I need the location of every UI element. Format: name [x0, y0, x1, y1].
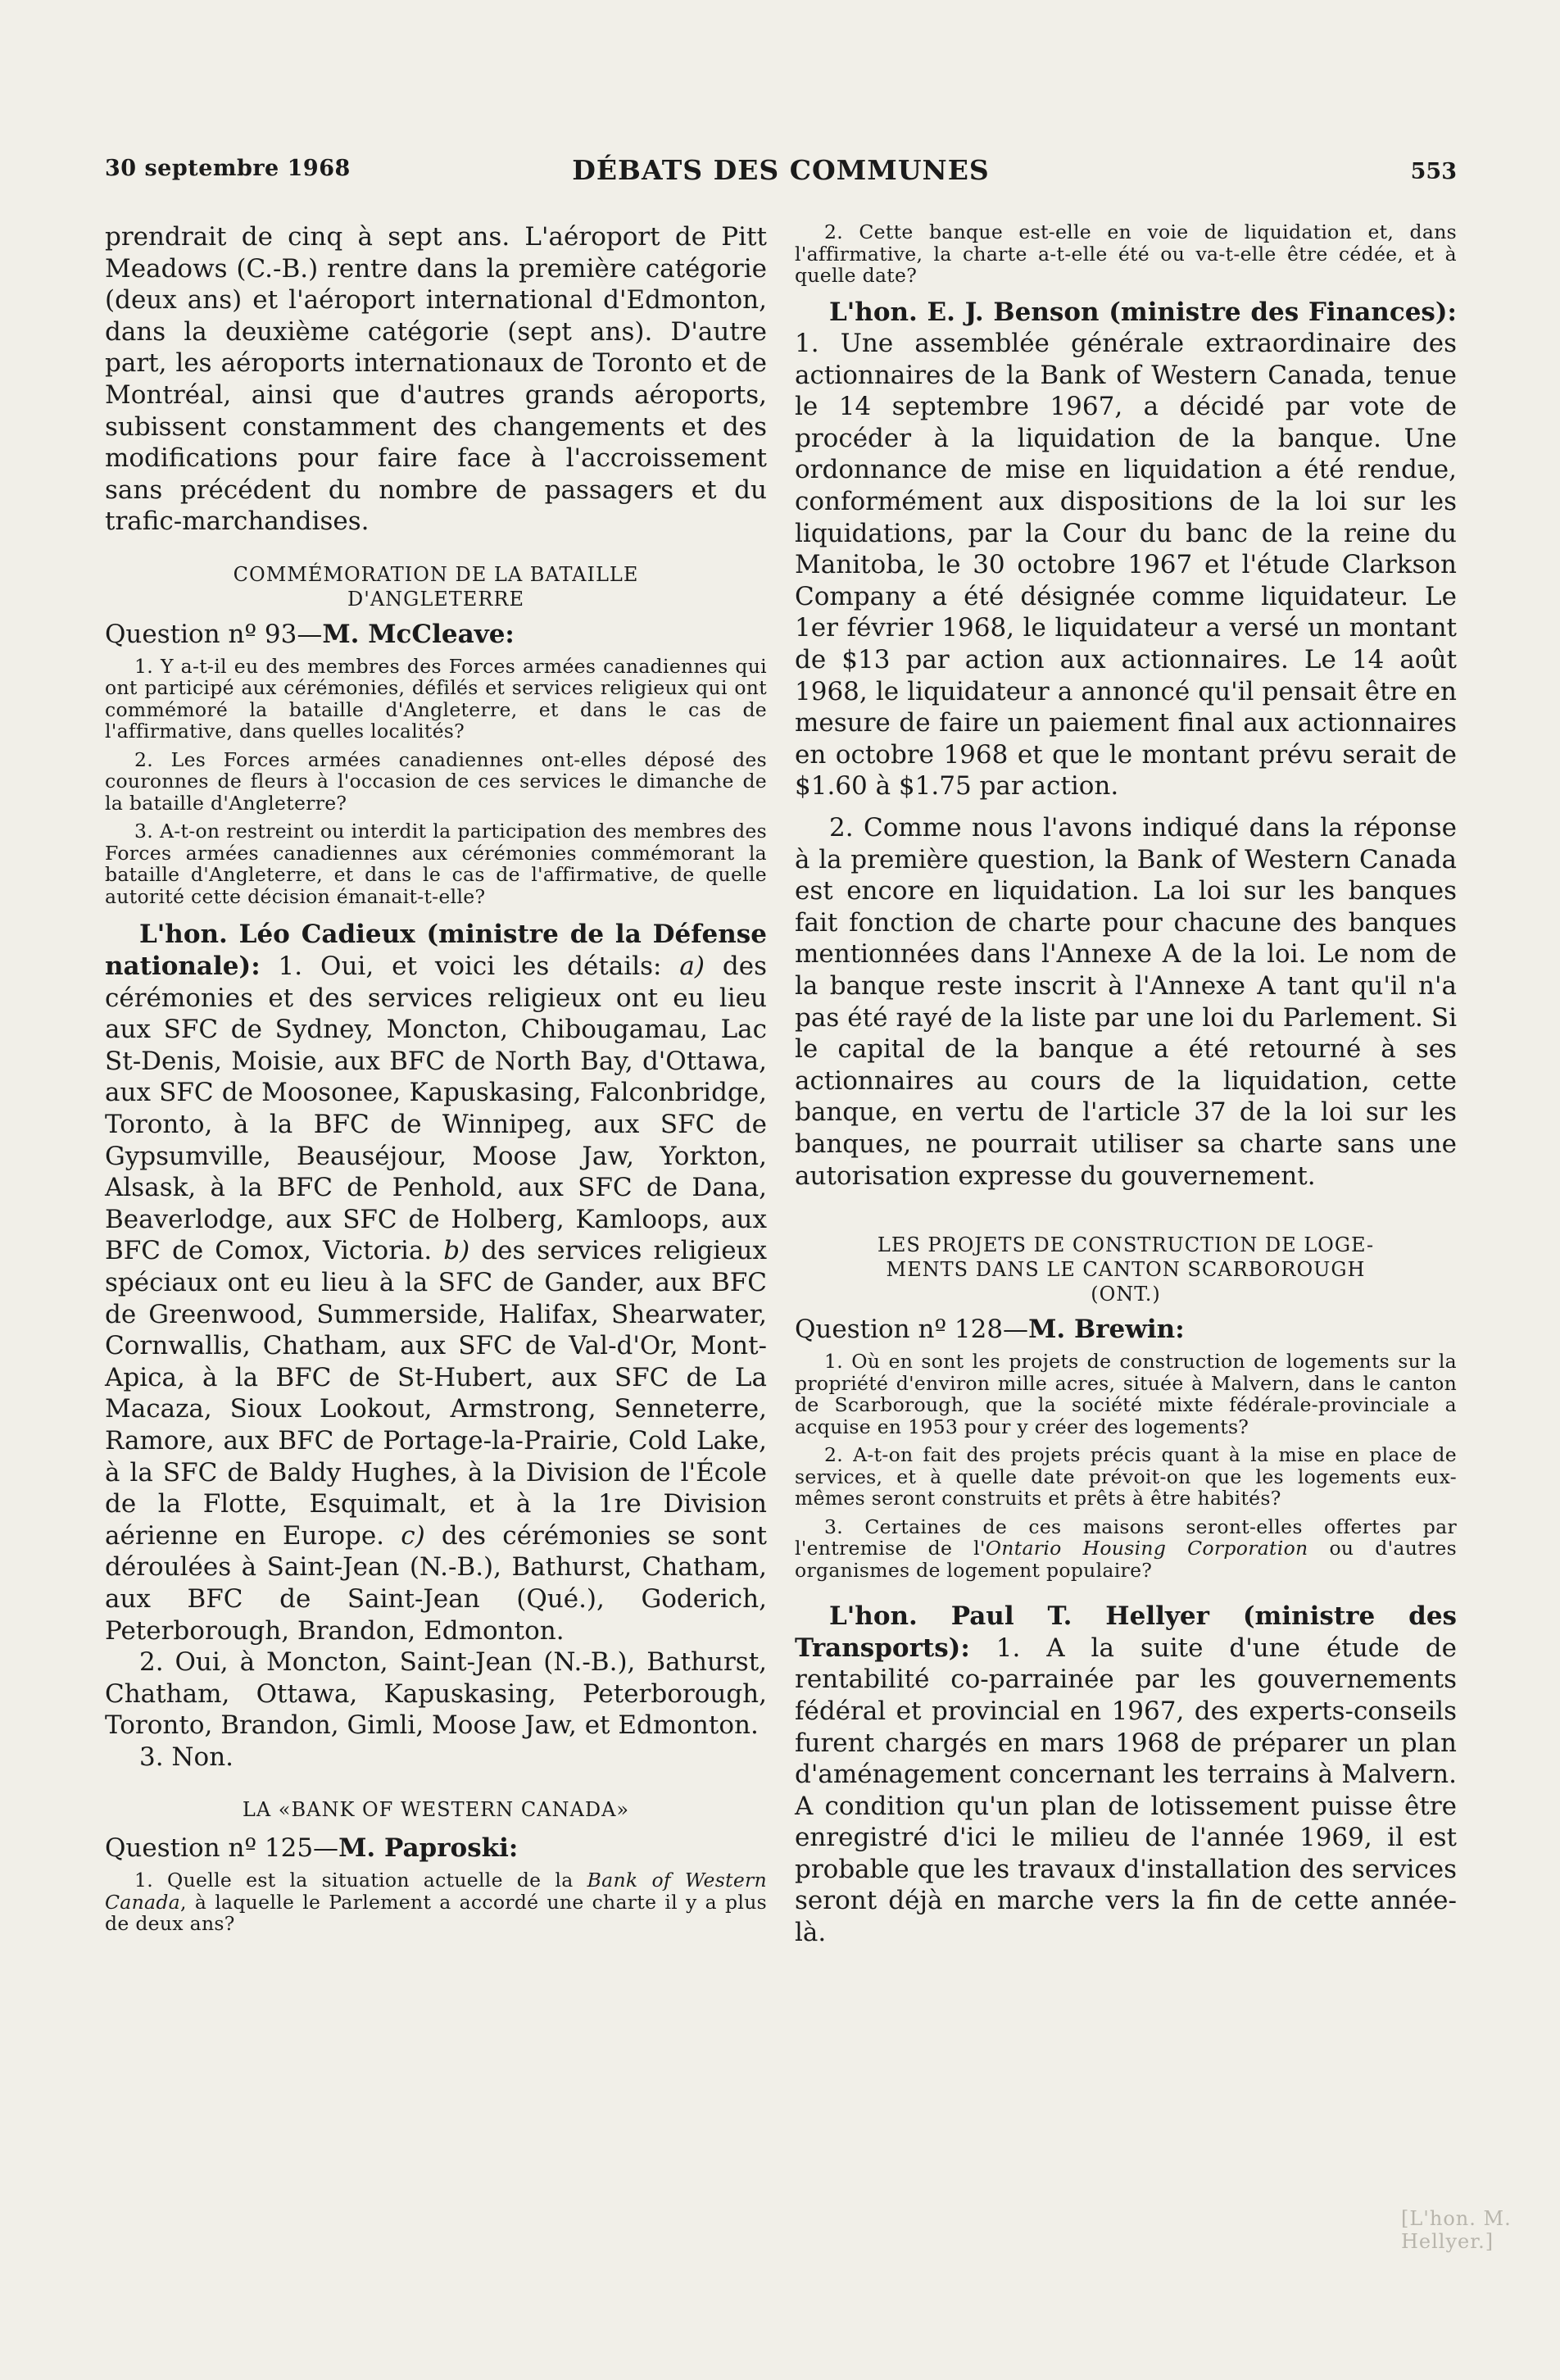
- question-item: 2. Cette banque est-elle en voie de liquidation et, dans l'affirmative, la charte a-t-elle été ou va-t-elle être cédée, et à quelle date?: [795, 220, 1457, 287]
- item-text: , à laquelle le Parlement a accordé une charte il y a plus de deux ans?: [105, 1890, 767, 1936]
- question-member: M. Paproski:: [338, 1833, 519, 1864]
- question-member: M. Brewin:: [1028, 1315, 1185, 1345]
- running-header: [105, 156, 1457, 193]
- item-text-italic: Bank of Western Canada: [105, 1869, 767, 1914]
- question-item: 2. A-t-on fait des projets précis quant à la mise en place de services, et à quelle date prévoit-on que les logements eux-mêmes seront construits et prêts à être habités?: [795, 1443, 1457, 1510]
- question-item: 1. Y a-t-il eu des membres des Forces armées canadiennes qui ont participé aux cérémonies, défilés et services religieux qui ont commémoré la bataille d'Angleterre, et dans le cas de l'affirmative, dans quelles localités?: [105, 654, 767, 743]
- page-number: 553: [1410, 159, 1457, 184]
- answer-paragraph: 2. Comme nous l'avons indiqué dans la réponse à la première question, la Bank of Western Canada est encore en liquidation. La loi sur les banques fait fonction de charte pour chacune des banques mentionnées dans l'Annexe A de la loi. Le nom de la banque reste inscrit à l'Annexe A tant qu'il n'a pas été rayé de la liste par une loi du Parlement. Si le capital de la banque a été retourné à ses actionnaires au cours de la liquidation, cette banque, en vertu de l'article 37 de la loi sur les banques, ne pourrait utiliser sa charte sans une autorisation expresse du gouvernement.: [795, 813, 1457, 1191]
- section-heading-battle: [105, 562, 767, 611]
- answer-paragraph: 2. Oui, à Moncton, Saint-Jean (N.-B.), Bathurst, Chatham, Ottawa, Kapuskasing, Peterborough, Toronto, Brandon, Gimli, Moose Jaw, et Edmonton.: [105, 1647, 767, 1741]
- item-text-italic: Ontario Housing Corporation: [985, 1537, 1308, 1560]
- heading-line: D'ANGLETERRE: [347, 587, 524, 611]
- header-date: 30 septembre 1968: [105, 156, 351, 181]
- item-text: ou d'autres organismes de logement populaire?: [795, 1537, 1457, 1582]
- list-marker: b): [443, 1236, 470, 1266]
- answer-speaker: L'hon. E. J. Benson (ministre des Finances):: [829, 297, 1457, 327]
- question-125: [105, 1832, 767, 1864]
- answer-paragraph: [795, 1601, 1457, 1949]
- list-marker: a): [679, 952, 705, 982]
- answer-speaker: L'hon. Paul T. Hellyer (ministre des Transports):: [795, 1601, 1457, 1663]
- list-marker: c): [401, 1520, 425, 1551]
- header-title: DÉBATS DES COMMUNES: [572, 154, 990, 186]
- item-text: 1. Quelle est la situation actuelle de la: [134, 1869, 587, 1892]
- heading-line: (ONT.): [1091, 1283, 1161, 1306]
- answer-speaker: L'hon. Léo Cadieux (ministre de la Défense nationale):: [105, 920, 767, 982]
- answer-text: 1. Oui, et voici les détails:: [260, 952, 680, 982]
- answer-paragraph: [105, 919, 767, 1646]
- section-heading-scarborough: [795, 1233, 1457, 1306]
- item-text: 3. Certaines de ces maisons seront-elles offertes par l'entremise de l': [795, 1515, 1457, 1560]
- question-number: Question nº 93—: [105, 619, 323, 649]
- left-column: [105, 221, 767, 1935]
- heading-line: COMMÉMORATION DE LA BATAILLE: [233, 562, 639, 586]
- question-number: Question nº 128—: [795, 1315, 1029, 1345]
- question-item: [795, 1516, 1457, 1582]
- answer-text: 1. A la suite d'une étude de rentabilité co-parrainée par les gouvernements fédéral et provincial en 1967, des experts-conseils furent chargés en mars 1968 de préparer un plan d'aménagement concernant les terrains à Malvern. A condition qu'un plan de lotissement puisse être enregistré d'ici le milieu de l'année 1969, il est probable que les travaux d'installation des services seront déjà en marche vers la fin de cette année-là.: [795, 1633, 1457, 1948]
- question-128: [795, 1313, 1457, 1346]
- heading-line: MENTS DANS LE CANTON SCARBOROUGH: [886, 1258, 1366, 1282]
- question-item: [105, 1869, 767, 1935]
- question-93: [105, 618, 767, 651]
- faint-show-through-text: [L'hon. M. Hellyer.]: [1401, 2207, 1512, 2253]
- section-heading-bank: LA «BANK OF WESTERN CANADA»: [242, 1798, 630, 1822]
- answer-text: des cérémonies se sont déroulées à Saint-Jean (N.-B.), Bathurst, Chatham, aux BFC de Saint-Jean (Qué.), Goderich, Peterborough, Brandon, Edmonton.: [105, 1520, 767, 1646]
- question-item: 1. Où en sont les projets de construction de logements sur la propriété d'environ mille acres, située à Malvern, dans le canton de Scarborough, que la société mixte fédérale-provinciale a acquise en 1953 pour y créer des logements?: [795, 1350, 1457, 1438]
- answer-text: 1. Une assemblée générale extraordinaire des actionnaires de la Bank of Western Canada, tenue le 14 septembre 1967, a décidé par vote de procéder à la liquidation de la banque. Une ordonnance de mise en liquidation a été rendue, conformément aux dispositions de la loi sur les liquidations, par la Cour du banc de la reine du Manitoba, le 30 octobre 1967 et l'étude Clarkson Company a été désignée comme liquidateur. Le 1er février 1968, le liquidateur a versé un montant de $13 par action aux actionnaires. Le 14 août 1968, le liquidateur a annoncé qu'il pensait être en mesure de faire un paiement final aux actionnaires en octobre 1968 et que le montant prévu serait de $1.60 à $1.75 par action.: [795, 329, 1457, 802]
- question-item: 3. A-t-on restreint ou interdit la participation des membres des Forces armées canadiennes aux cérémonies commémorant la bataille d'Angleterre, et dans le cas de l'affirmative, de quelle autorité cette décision émanait-t-elle?: [105, 820, 767, 908]
- question-number: Question nº 125—: [105, 1833, 339, 1864]
- question-item: 2. Les Forces armées canadiennes ont-elles déposé des couronnes de fleurs à l'occasion de ces services le dimanche de la bataille d'Angleterre?: [105, 747, 767, 815]
- continued-paragraph: prendrait de cinq à sept ans. L'aéroport de Pitt Meadows (C.-B.) rentre dans la première catégorie (deux ans) et l'aéroport international d'Edmonton, dans la deuxième catégorie (sept ans). D'autre part, les aéroports internationaux de Toronto et de Montréal, ainsi que d'autres grands aéroports, subissent constamment des changements et des modifications pour faire face à l'accroissement sans précédent du nombre de passagers et du trafic-marchandises.: [105, 222, 767, 537]
- answer-text: des services religieux spéciaux ont eu lieu à la SFC de Gander, aux BFC de Greenwood, Summerside, Halifax, Shearwater, Cornwallis, Chatham, aux SFC de Val-d'Or, Mont-Apica, à la BFC de St-Hubert, aux SFC de La Macaza, Sioux Lookout, Armstrong, Senneterre, Ramore, aux BFC de Portage-la-Prairie, Cold Lake, à la SFC de Baldy Hughes, à la Division de l'École de la Flotte, Esquimalt, et à la 1re Division aérienne en Europe.: [105, 1236, 768, 1551]
- question-member: M. McCleave:: [322, 619, 515, 649]
- heading-line: LES PROJETS DE CONSTRUCTION DE LOGE-: [877, 1233, 1375, 1257]
- right-column: [795, 221, 1457, 1949]
- answer-paragraph: [795, 297, 1457, 803]
- answer-paragraph: 3. Non.: [139, 1742, 234, 1772]
- answer-text: des cérémonies et des services religieux ont eu lieu aux SFC de Sydney, Moncton, Chibougamau, Lac St-Denis, Moisie, aux BFC de North Bay, d'Ottawa, aux SFC de Moosonee, Kapuskasing, Falconbridge, Toronto, à la BFC de Winnipeg, aux SFC de Gypsumville, Beauséjour, Moose Jaw, Yorkton, Alsask, à la BFC de Penhold, aux SFC de Dana, Beaverlodge, aux SFC de Holberg, Kamloops, aux BFC de Comox, Victoria.: [105, 952, 767, 1266]
